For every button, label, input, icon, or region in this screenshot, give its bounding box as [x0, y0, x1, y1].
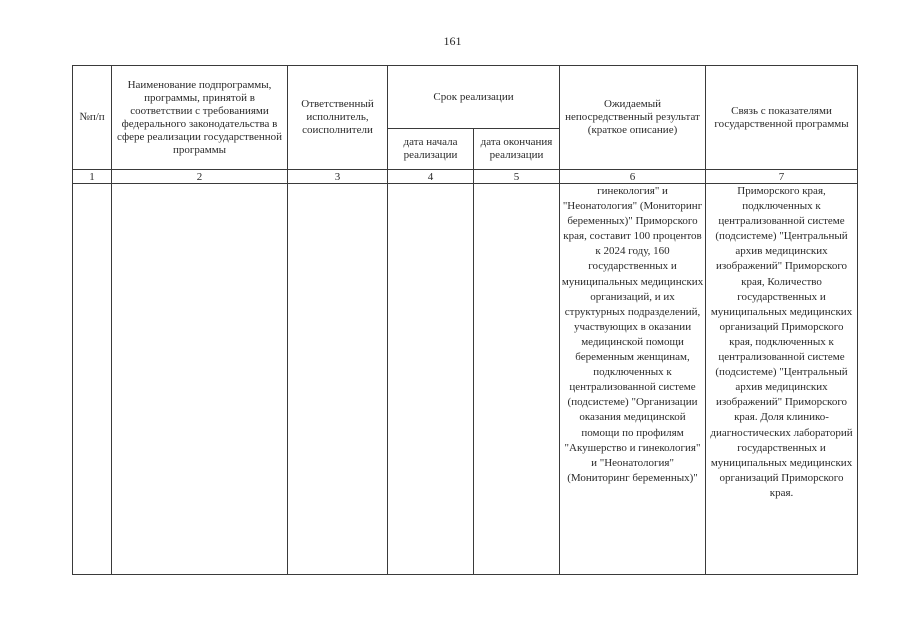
cell-responsible [288, 184, 388, 575]
column-number: 5 [474, 170, 560, 184]
header-expected-result: Ожидаемый непосредственный результат (краткое описание) [560, 66, 706, 170]
column-number: 1 [73, 170, 112, 184]
header-responsible: Ответственный исполнитель, соисполнители [288, 66, 388, 170]
cell-end-date [474, 184, 560, 575]
header-number: №п/п [73, 66, 112, 170]
cell-subprogram-name [112, 184, 288, 575]
column-number: 3 [288, 170, 388, 184]
program-table [72, 65, 858, 575]
header-subprogram-name: Наименование подпрограммы, программы, принятой в соответствии с требованиями федерального законодательства в сфере реализации государственной программы [112, 66, 288, 170]
column-number: 6 [560, 170, 706, 184]
cell-expected-result [560, 184, 706, 575]
column-number: 7 [706, 170, 858, 184]
cell-start-date [388, 184, 474, 575]
column-numbers-row [73, 170, 858, 184]
header-indicators-link: Связь с показателями государственной программы [706, 66, 858, 170]
cell-number [73, 184, 112, 575]
header-end-date: дата окончания реализации [474, 129, 560, 170]
expected-result-text: гинекология" и "Неонатология" (Мониторинг беременных)" Приморского края, составит 100 процентов к 2024 году, 160 государственных и муниципальных медицинских организаций, и их структурных подразделений, участвующих в оказании медицинской помощи беременным женщинам, подключенных к централизованной системе (подсистеме) "Организации оказания медицинской помощи по профилям "Акушерство и гинекология" и "Неонатология" (Мониторинг беременных)" [561, 185, 704, 484]
column-number: 2 [112, 170, 288, 184]
cell-indicators-link [706, 184, 858, 575]
header-row [73, 66, 858, 129]
table-row [73, 184, 858, 575]
page-number: 161 [443, 34, 462, 48]
header-start-date: дата начала реализации [388, 129, 474, 170]
column-number: 4 [388, 170, 474, 184]
indicators-link-text: Приморского края, подключенных к централизованной системе (подсистеме) "Центральный архив медицинских изображений" Приморского края, Количество государственных и муниципальных медицинских организаций Приморского края, подключенных к централизованной системе (подсистеме) "Центральный архив медицинских изображений" Приморского края. Доля клинико-диагностических лабораторий государственных и муниципальных медицинских организаций Приморского края. [710, 185, 853, 499]
header-period: Срок реализации [388, 66, 560, 129]
